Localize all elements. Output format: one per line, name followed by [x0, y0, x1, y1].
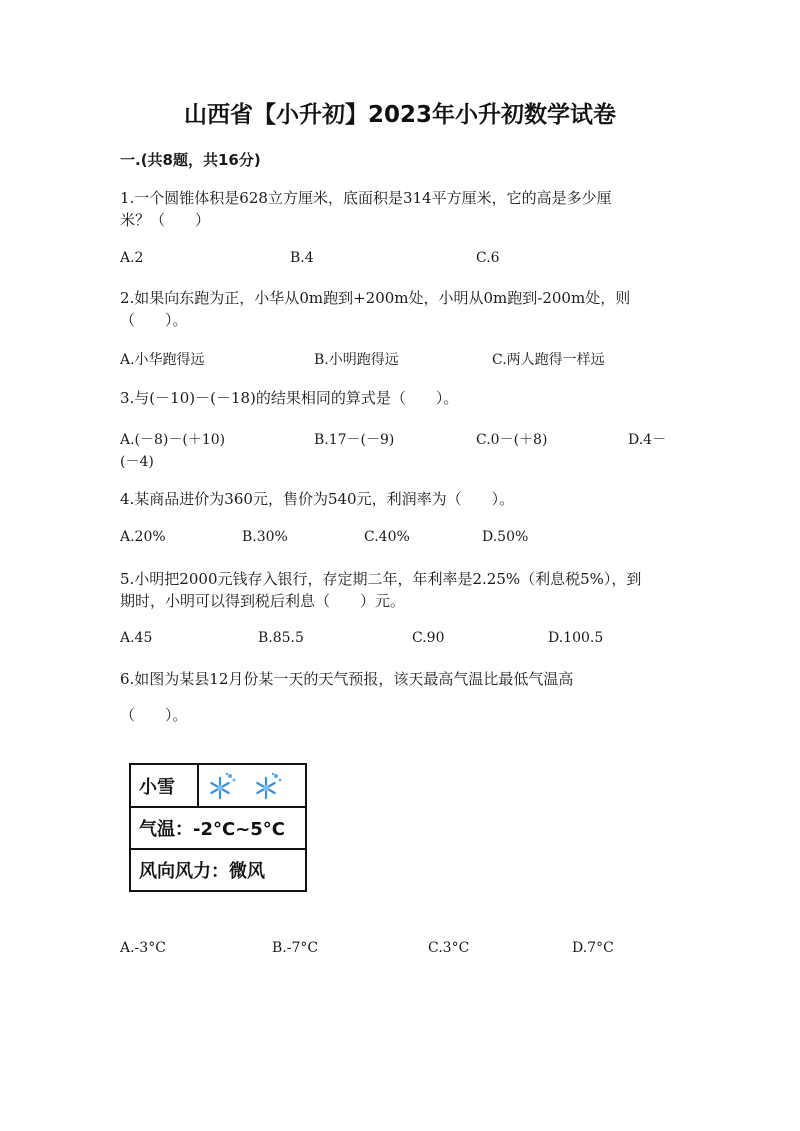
weather-wind: 风向风力：微风: [139, 861, 265, 882]
question-6-line-2: （ ）。: [120, 706, 188, 724]
question-6-line-1: 6.如图为某县12月份某一天的天气预报，该天最高气温比最低气温高: [120, 670, 574, 688]
question-3-option-a: A.(－8)－(＋10): [120, 432, 226, 448]
weather-condition: 小雪: [139, 776, 175, 798]
question-5-option-c: C.90: [412, 630, 445, 646]
question-1-line-1: 1.一个圆锥体积是628立方厘米，底面积是314平方厘米，它的高是多少厘: [120, 189, 612, 207]
question-6-option-d: D.7°C: [572, 940, 614, 956]
snowflake-icon: [251, 771, 283, 803]
question-5-option-a: A.45: [120, 630, 153, 646]
question-5-option-d: D.100.5: [548, 630, 604, 646]
question-4-option-c: C.40%: [364, 529, 410, 545]
snowflake-icon: [205, 771, 237, 803]
question-5-line-1: 5.小明把2000元钱存入银行，存定期二年，年利率是2.25%（利息税5%），到: [120, 570, 642, 588]
question-3-line-1: 3.与(－10)－(－18)的结果相同的算式是（ ）。: [120, 389, 459, 407]
question-1-line-2: 米？（ ）: [120, 211, 211, 229]
page-title: 山西省【小升初】2023年小升初数学试卷: [183, 102, 616, 128]
weather-condition-row: [131, 765, 305, 808]
question-3-option-b: B.17－(－9): [314, 432, 395, 448]
question-6-option-c: C.3°C: [428, 940, 470, 956]
question-2-line-1: 2.如果向东跑为正，小华从0m跑到+200m处，小明从0m跑到-200m处，则: [120, 289, 631, 307]
question-5-line-2: 期时，小明可以得到税后利息（ ）元。: [120, 592, 406, 610]
question-2-option-a: A.小华跑得远: [120, 352, 205, 368]
question-1-option-b: B.4: [290, 250, 314, 266]
question-6-option-b: B.-7°C: [272, 940, 319, 956]
question-1-option-a: A.2: [120, 250, 144, 266]
question-6-option-a: A.-3°C: [120, 940, 166, 956]
question-4-option-a: A.20%: [120, 529, 166, 545]
question-3-option-d-continued: (－4): [120, 454, 154, 470]
question-3-option-c: C.0－(＋8): [476, 432, 548, 448]
weather-temperature-row: [131, 808, 305, 850]
question-2-option-b: B.小明跑得远: [314, 352, 399, 368]
weather-wind-row: [131, 850, 305, 890]
question-1-option-c: C.6: [476, 250, 500, 266]
question-4-option-d: D.50%: [482, 529, 529, 545]
question-4-line-1: 4.某商品进价为360元，售价为540元，利润率为（ ）。: [120, 490, 515, 508]
question-5-option-b: B.85.5: [258, 630, 304, 646]
question-2-line-2: （ ）。: [120, 311, 188, 329]
question-4-option-b: B.30%: [242, 529, 288, 545]
question-2-option-c: C.两人跑得一样远: [492, 352, 605, 368]
question-3-option-d: D.4－: [628, 432, 667, 448]
weather-temperature: 气温：-2°C~5°C: [139, 819, 286, 840]
section-heading: 一.(共8题，共16分): [120, 151, 261, 169]
weather-forecast-card: [129, 763, 307, 892]
